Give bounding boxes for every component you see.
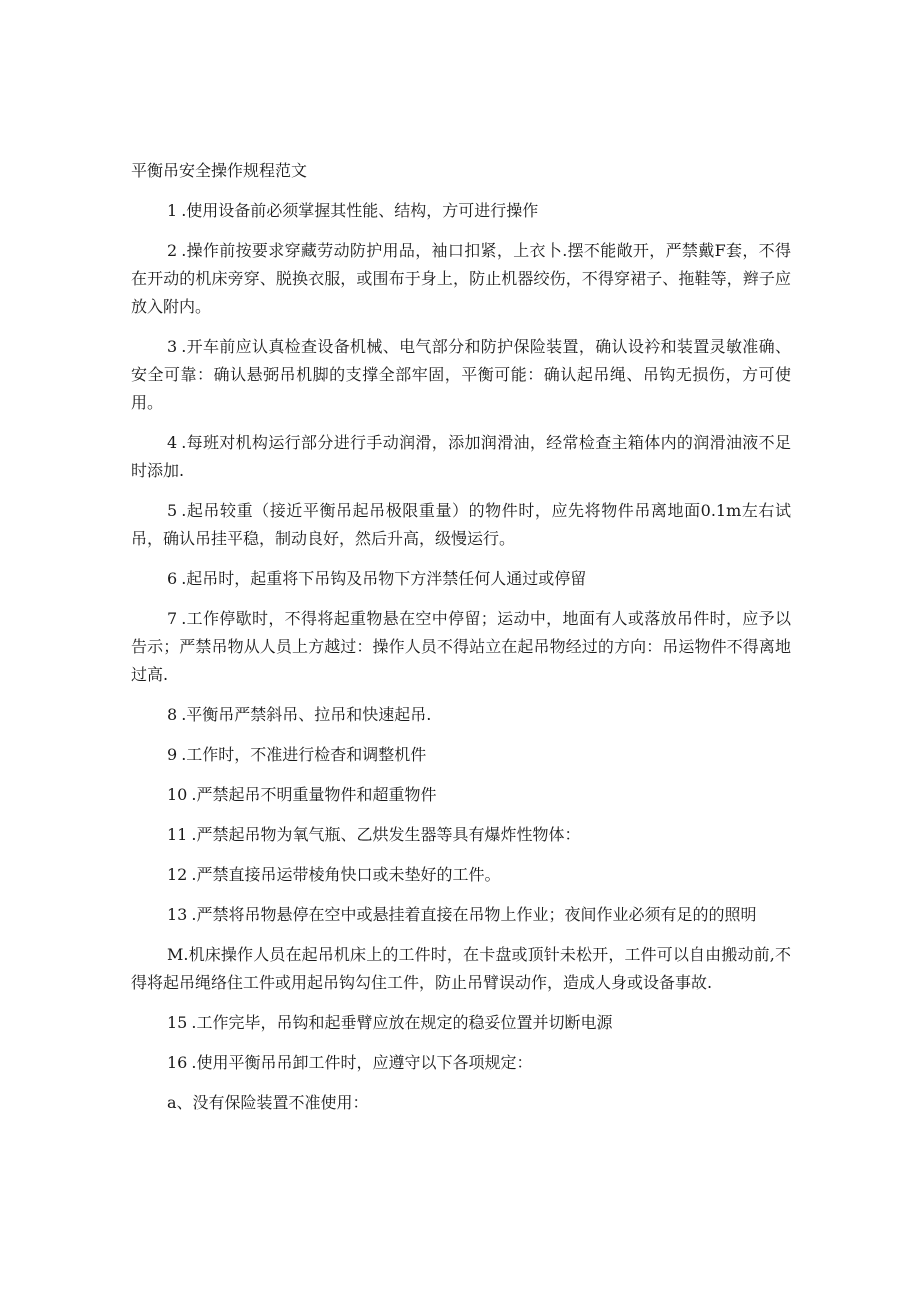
paragraph-9: [131, 741, 791, 769]
paragraph-text: .工作完毕，吊钩和起垂臂应放在规定的稳妥位置并切断电源: [191, 1013, 613, 1032]
paragraph-2: [131, 237, 791, 321]
paragraph-8: [131, 701, 791, 729]
paragraph-text: .开车前应认真检查设备机械、电气部分和防护保险装置，确认设衿和装置灵敏准确、安全可靠：确认悬弼吊机脚的支撑全部牢固，平衡可能：确认起吊绳、吊钩无损伤，方可使用。: [131, 337, 791, 412]
paragraph-text: 、没有保险装置不准使用：: [176, 1093, 369, 1112]
paragraph-5: [131, 497, 791, 553]
paragraph-number: 12: [167, 865, 188, 884]
paragraph-number: 5: [167, 501, 178, 520]
document-title: 平衡吊安全操作规程范文: [131, 161, 308, 180]
paragraph-15: [131, 1009, 791, 1037]
paragraph-11: [131, 821, 791, 849]
paragraph-text: .使用平衡吊吊卸工件时，应遵守以下各项规定：: [191, 1053, 533, 1072]
paragraph-13: [131, 901, 791, 929]
paragraph-1: [131, 197, 791, 225]
paragraph-text: .起吊时，起重将下吊钩及吊物下方泮禁任何人通过或停留: [181, 569, 587, 588]
paragraph-number: 10: [167, 785, 188, 804]
paragraph-text: .严禁起吊物为氧气瓶、乙烘发生器等具有爆炸性物体：: [191, 825, 581, 844]
paragraph-number: 1: [167, 201, 178, 220]
paragraph-text: .机床操作人员在起吊机床上的工件时，在卡盘或顶针未松开，工件可以自由搬动前,不得将起吊绳络住工件或用起吊钩勾住工件，防止吊臂误动作，造成人身或设备事故.: [131, 945, 791, 992]
paragraph-text: .使用设备前必须掌握其性能、结构，方可进行操作: [181, 201, 539, 220]
paragraph-text: .严禁起吊不明重量物件和超重物件: [191, 785, 437, 804]
paragraph-text: .每班对机构运行部分进行手动润滑，添加润滑油，经常检查主箱体内的润滑油液不足时添加.: [131, 433, 791, 480]
paragraph-text: .平衡吊严禁斜吊、拉吊和快速起吊.: [181, 705, 432, 724]
paragraph-number: 9: [167, 745, 178, 764]
document-body: [131, 157, 791, 1129]
paragraph-number: 11: [167, 825, 188, 844]
paragraph-number: M: [167, 945, 184, 964]
paragraph-4: [131, 429, 791, 485]
paragraph-number: 4: [167, 433, 178, 452]
paragraph-14: [131, 941, 791, 997]
paragraph-7: [131, 605, 791, 689]
paragraph-number: 16: [167, 1053, 188, 1072]
paragraph-number: 2: [167, 241, 178, 260]
paragraph-16: [131, 1049, 791, 1077]
paragraph-10: [131, 781, 791, 809]
paragraph-number: 7: [167, 609, 178, 628]
paragraph-number: 3: [167, 337, 178, 356]
paragraph-number: a: [167, 1093, 177, 1112]
paragraph-number: 13: [167, 905, 188, 924]
paragraph-text: .操作前按要求穿藏劳动防护用品，袖口扣紧，上衣卜.摆不能敞开，严禁戴F套，不得在开动的机床旁穿、脱换衣服，或围布于身上，防止机器绞伤，不得穿裙子、拖鞋等，辫子应放入附内。: [131, 241, 791, 316]
paragraph-number: 8: [167, 705, 178, 724]
paragraph-12: [131, 861, 791, 889]
paragraph-a: [131, 1089, 791, 1117]
paragraph-text: .工作时，不准进行检杳和调整机件: [181, 745, 427, 764]
paragraph-text: .工作停歇时，不得将起重物悬在空中停留；运动中，地面有人或落放吊件时，应予以告示；严禁吊物从人员上方越过：操作人员不得站立在起吊物经过的方向：吊运物件不得离地过高.: [131, 609, 791, 684]
paragraph-3: [131, 333, 791, 417]
paragraph-text: .严禁直接吊运带棱角快口或未垫好的工件。: [191, 865, 501, 884]
paragraph-number: 15: [167, 1013, 188, 1032]
paragraph-text: .起吊较重（接近平衡吊起吊极限重量）的物件时，应先将物件吊离地面0.1m左右试吊，确认吊挂平稳，制动良好，然后升高，级慢运行。: [131, 501, 791, 548]
paragraph-6: [131, 565, 791, 593]
paragraph-text: .严禁将吊物悬停在空中或悬挂着直接在吊物上作业；夜间作业必须有足的的照明: [191, 905, 757, 924]
paragraph-number: 6: [167, 569, 178, 588]
